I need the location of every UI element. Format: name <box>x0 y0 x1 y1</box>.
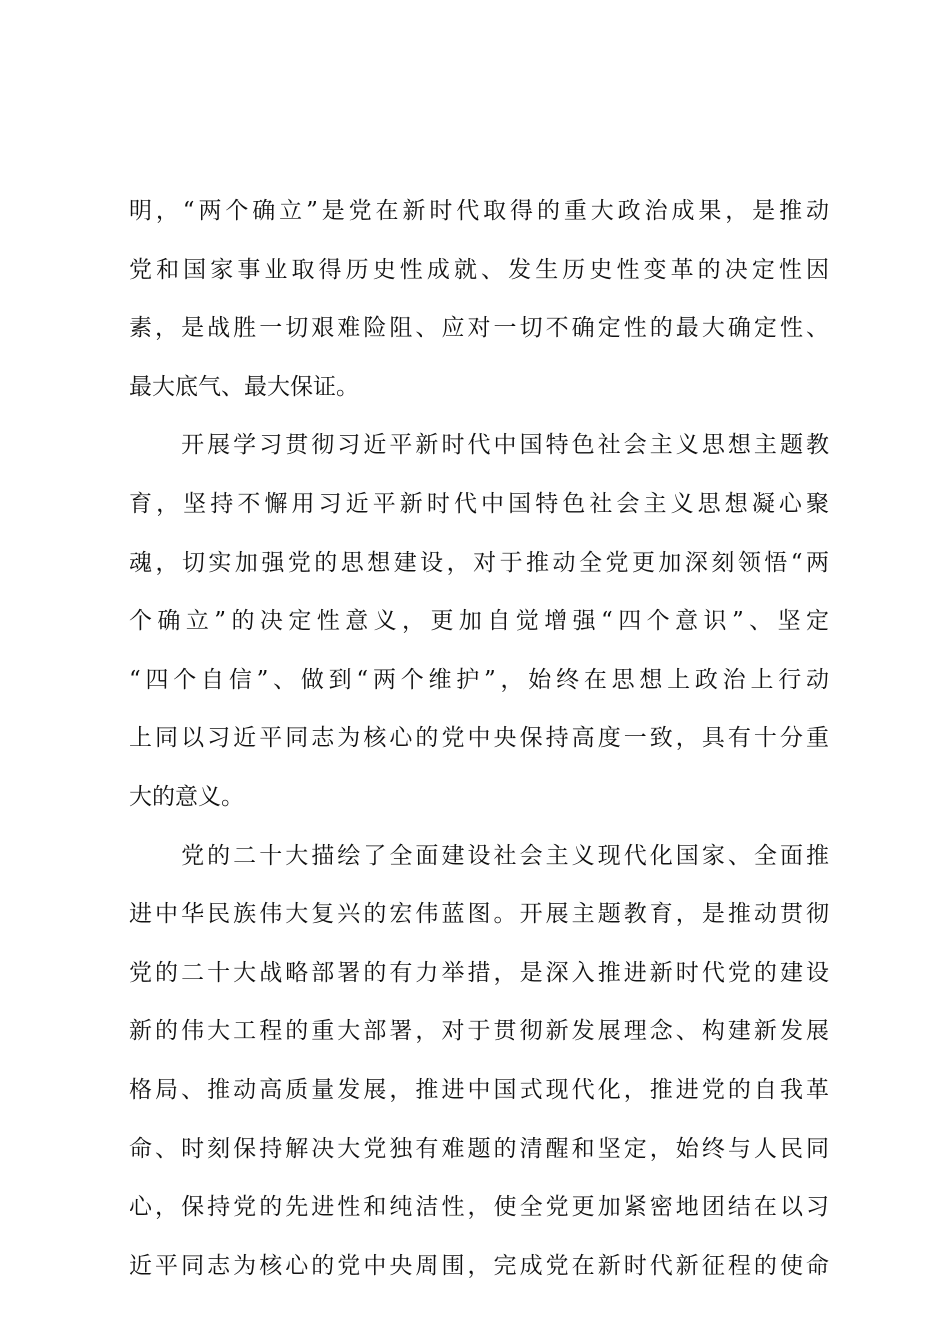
text-line: 魂，切实加强党的思想建设，对于推动全党更加深刻领悟“两 <box>129 549 829 576</box>
text-line: 心，保持党的先进性和纯洁性，使全党更加紧密地团结在以习 <box>129 1194 829 1221</box>
text-line: 近平同志为核心的党中央周围，完成党在新时代新征程的使命 <box>129 1252 829 1279</box>
text-line: 开展学习贯彻习近平新时代中国特色社会主义思想主题教 <box>129 432 829 459</box>
text-line: 命、时刻保持解决大党独有难题的清醒和坚定，始终与人民同 <box>129 1135 829 1162</box>
text-line: “四个自信”、做到“两个维护”，始终在思想上政治上行动 <box>129 666 829 693</box>
text-line: 新的伟大工程的重大部署，对于贯彻新发展理念、构建新发展 <box>129 1018 829 1045</box>
text-line: 格局、推动高质量发展，推进中国式现代化，推进党的自我革 <box>129 1076 829 1103</box>
text-line: 党的二十大描绘了全面建设社会主义现代化国家、全面推 <box>129 842 829 869</box>
text-line: 进中华民族伟大复兴的宏伟蓝图。开展主题教育，是推动贯彻 <box>129 901 829 928</box>
text-line: 个确立”的决定性意义，更加自觉增强“四个意识”、坚定 <box>129 608 829 635</box>
paragraph-2 <box>129 416 829 826</box>
text-line: 明，“两个确立”是党在新时代取得的重大政治成果，是推动 <box>129 198 829 224</box>
body-text <box>129 182 829 1295</box>
text-line: 党和国家事业取得历史性成就、发生历史性变革的决定性因 <box>129 256 829 283</box>
text-line: 素，是战胜一切艰难险阻、应对一切不确定性的最大确定性、 <box>129 315 829 342</box>
paragraph-1 <box>129 182 829 416</box>
text-line: 最大底气、最大保证。 <box>129 373 359 400</box>
text-line: 上同以习近平同志为核心的党中央保持高度一致，具有十分重 <box>129 725 829 752</box>
paragraph-3 <box>129 827 829 1296</box>
text-line: 大的意义。 <box>129 783 244 810</box>
text-line: 党的二十大战略部署的有力举措，是深入推进新时代党的建设 <box>129 959 829 986</box>
text-line: 育，坚持不懈用习近平新时代中国特色社会主义思想凝心聚 <box>129 490 829 517</box>
